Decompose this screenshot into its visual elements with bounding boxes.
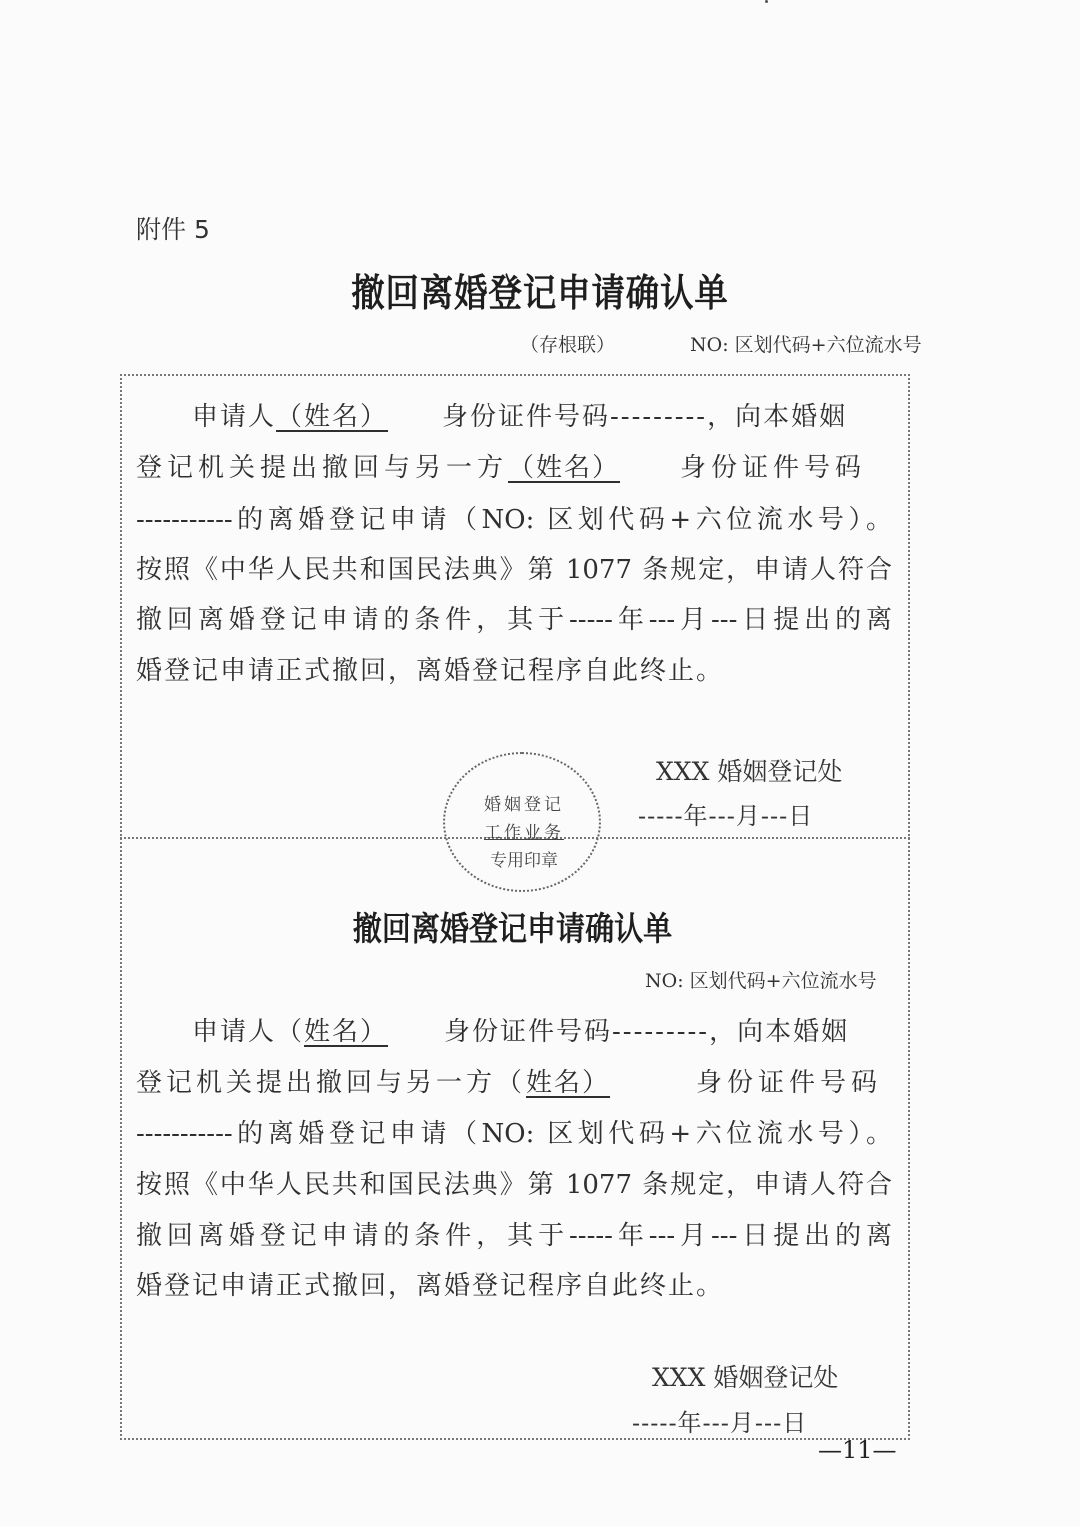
lower-form-title: 撤回离婚登记申请确认单 <box>352 909 673 948</box>
other-party-label: 登记机关提出撤回与另一方（ <box>136 1068 527 1098</box>
lower-line-1 <box>136 1011 892 1048</box>
attachment-label: 附件 5 <box>136 215 210 244</box>
upper-line-2 <box>136 447 892 484</box>
other-party-id-label: 身份证件号码 <box>696 1068 883 1098</box>
other-party-id-label: 身份证件号码 <box>680 453 867 483</box>
lower-registry-office-name: XXX 婚姻登记处 <box>652 1363 839 1392</box>
applicant-id-text: 身份证件号码---------，向本婚姻 <box>444 1017 850 1047</box>
lower-serial-number-label: NO: 区划代码+六位流水号 <box>645 970 877 992</box>
upper-line-1 <box>136 396 892 433</box>
other-party-name-field[interactable]: （姓名） <box>508 453 621 483</box>
lower-line-5: 撤回离婚登记申请的条件，其于-----年---月---日提出的离 <box>136 1221 892 1251</box>
serial-number-label: NO: 区划代码+六位流水号 <box>690 334 922 356</box>
applicant-label: 申请人（ <box>192 1017 305 1047</box>
seal-text-2: 工作业务 <box>484 823 564 843</box>
seal-text-1: 婚姻登记 <box>484 795 564 815</box>
signature-date: -----年---月---日 <box>638 802 814 830</box>
applicant-label: 申请人 <box>192 402 277 432</box>
applicant-name-field[interactable]: 姓名） <box>304 1017 389 1047</box>
lower-line-4: 按照《中华人民共和国民法典》第 1077 条规定，申请人符合 <box>136 1170 892 1200</box>
official-seal <box>443 752 601 892</box>
lower-line-6: 婚登记申请正式撤回，离婚登记程序自此终止。 <box>136 1271 725 1301</box>
scan-speck <box>765 0 768 3</box>
stub-label: （存根联） <box>520 334 616 356</box>
page-title: 撤回离婚登记申请确认单 <box>351 270 729 315</box>
seal-text-3: 专用印章 <box>490 851 558 871</box>
applicant-id-text: 身份证件号码---------，向本婚姻 <box>442 402 848 432</box>
registry-office-name: XXX 婚姻登记处 <box>656 757 843 786</box>
lower-signature-date: -----年---月---日 <box>632 1409 808 1437</box>
upper-line-4: 按照《中华人民共和国民法典》第 1077 条规定，申请人符合 <box>136 555 892 585</box>
lower-line-3: -----------的离婚登记申请（NO: 区划代码+六位流水号）。 <box>136 1119 892 1149</box>
applicant-name-field[interactable]: （姓名） <box>276 402 389 432</box>
upper-line-3: -----------的离婚登记申请（NO: 区划代码+六位流水号）。 <box>136 505 892 535</box>
other-party-name-field[interactable]: 姓名） <box>526 1068 611 1098</box>
upper-line-6: 婚登记申请正式撤回，离婚登记程序自此终止。 <box>136 656 725 686</box>
lower-line-2 <box>136 1062 892 1099</box>
other-party-label: 登记机关提出撤回与另一方 <box>136 453 509 483</box>
page-number: —11— <box>818 1436 897 1464</box>
upper-line-5: 撤回离婚登记申请的条件，其于-----年---月---日提出的离 <box>136 605 892 635</box>
